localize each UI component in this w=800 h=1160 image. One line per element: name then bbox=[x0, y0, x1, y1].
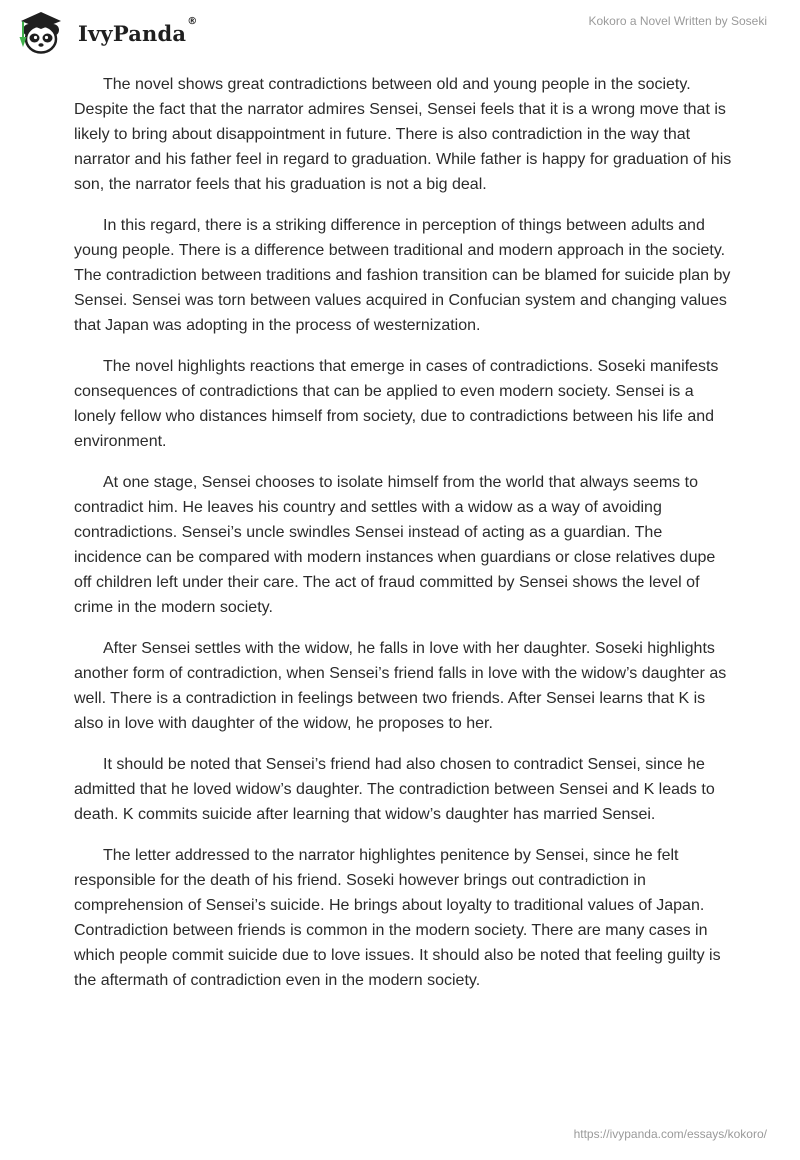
panda-graduation-cap-icon bbox=[14, 8, 74, 56]
registered-mark: ® bbox=[187, 15, 198, 27]
paragraph: The novel highlights reactions that emerge in cases of contradictions. Soseki manifests consequences of contradictions that can be applied to even modern society. Sensei is a lonely fellow who distances himself from society, due to contradictions between his life and environment. bbox=[74, 358, 719, 450]
essay-body bbox=[74, 72, 734, 1009]
paragraph: In this regard, there is a striking difference in perception of things between adults and young people. There is a difference between traditional and modern approach in the society. The contradiction between traditions and fashion transition can be blamed for suicide plan by Sensei. Sensei was torn between values acquired in Confucian system and changing values that Japan was adopting in the process of westernization. bbox=[74, 217, 731, 334]
paragraph: At one stage, Sensei chooses to isolate himself from the world that always seems to contradict him. He leaves his country and settles with a widow as a way of avoiding contradictions. Sensei’s uncle swindles Sensei instead of acting as a guardian. The incidence can be compared with modern instances when guardians or close relatives dupe off children left under their care. The act of fraud committed by Sensei shows the level of crime in the modern society. bbox=[74, 474, 716, 616]
brand-logo[interactable] bbox=[14, 8, 197, 56]
paragraph: The novel shows great contradictions between old and young people in the society. Despite the fact that the narrator admires Sensei, Sensei feels that it is a wrong move that is likely to bring about disappointment in future. There is also contradiction in the way that narrator and his father feel in regard to graduation. While father is happy for graduation of his son, the narrator feels that his graduation is not a big deal. bbox=[74, 76, 732, 193]
document-title: Kokoro a Novel Written by Soseki bbox=[588, 14, 767, 28]
brand-name: IvyPanda bbox=[78, 20, 187, 46]
paragraph: After Sensei settles with the widow, he falls in love with her daughter. Soseki highlights another form of contradiction, when Sensei’s friend falls in love with the widow’s daughter as well. There is a contradiction in feelings between two friends. After Sensei learns that K is also in love with daughter of the widow, he proposes to her. bbox=[74, 640, 727, 732]
paragraph: The letter addressed to the narrator highlightes penitence by Sensei, since he felt responsible for the death of his friend. Soseki however brings out contradiction in comprehension of Sensei’s suicide. He brings about loyalty to traditional values of Japan. Contradiction between friends is common in the modern society. There are many cases in which people commit suicide due to love issues. It should also be noted that feeling guilty is the aftermath of contradiction even in the modern society. bbox=[74, 847, 721, 989]
source-url[interactable]: https://ivypanda.com/essays/kokoro/ bbox=[573, 1127, 767, 1141]
paragraph: It should be noted that Sensei’s friend had also chosen to contradict Sensei, since he admitted that he loved widow’s daughter. The contradiction between Sensei and K leads to death. K commits suicide after learning that widow’s daughter has married Sensei. bbox=[74, 756, 715, 823]
page-header bbox=[0, 0, 800, 60]
